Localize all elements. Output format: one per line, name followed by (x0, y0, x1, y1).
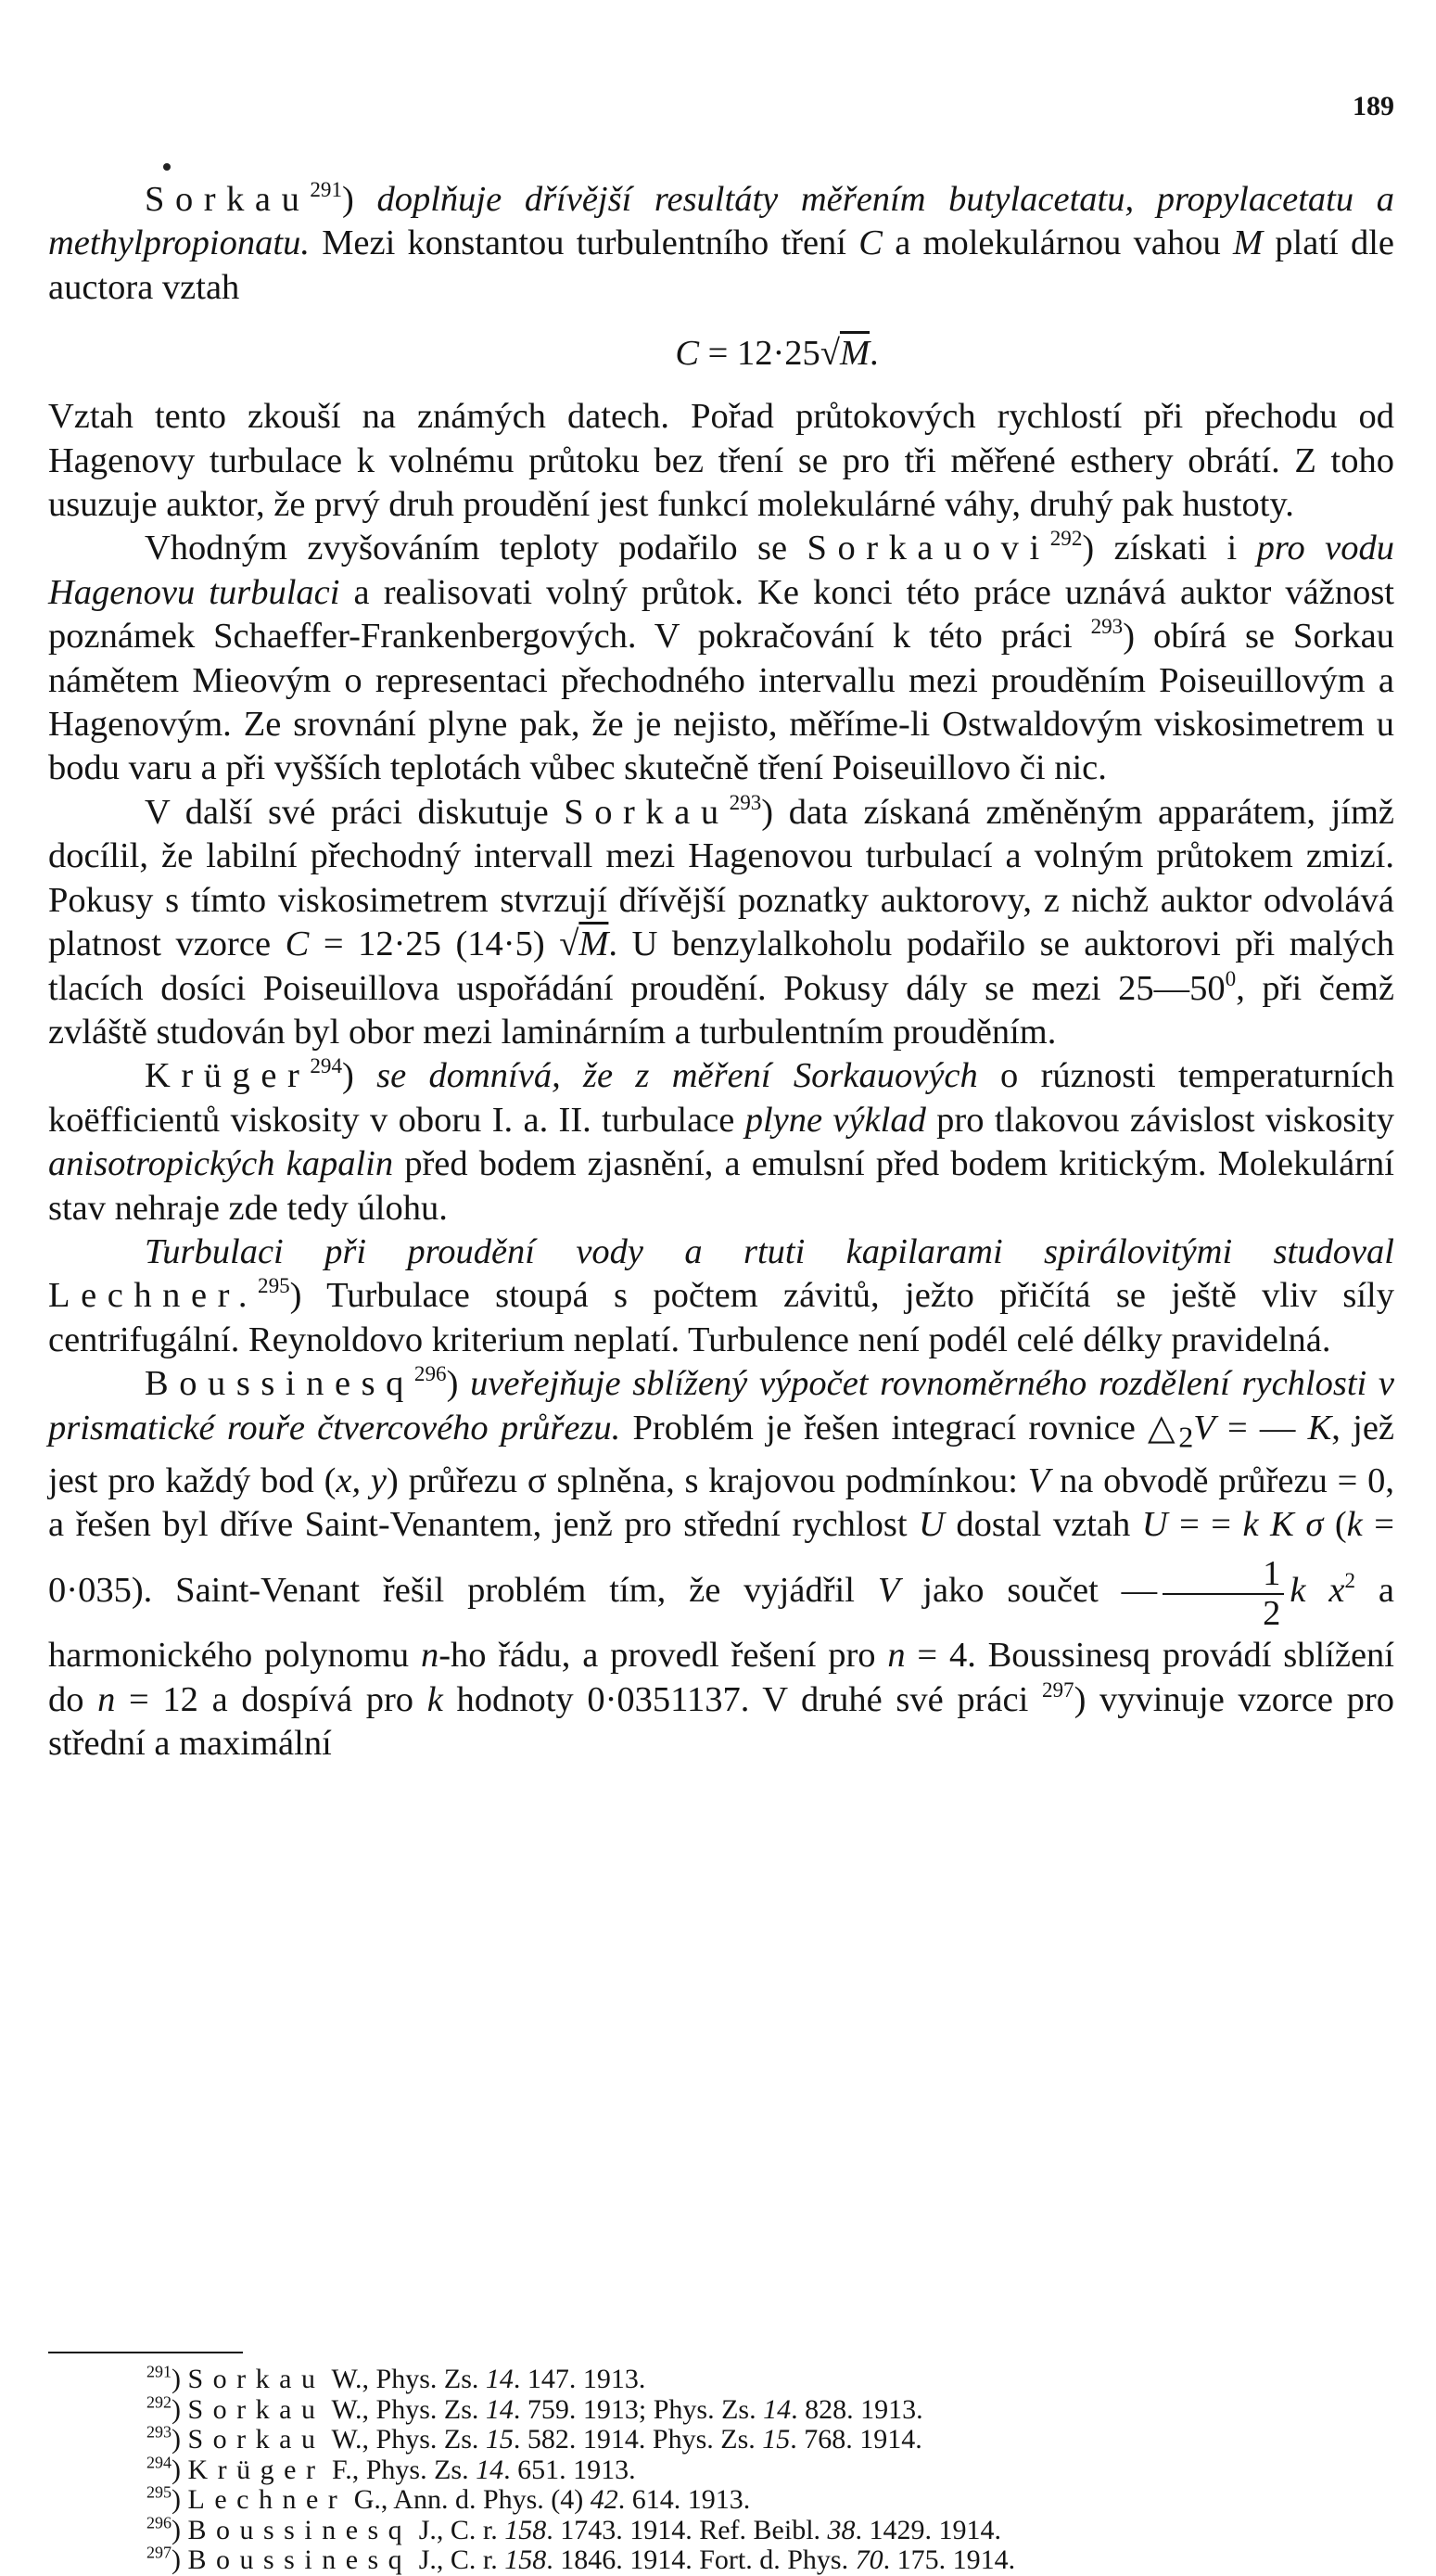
footnote-text: . 614. 1913. (617, 2484, 751, 2515)
math-symbol: U (919, 1505, 945, 1545)
footnote-number: 296 (146, 2512, 172, 2531)
author-name: Krüger (145, 1056, 311, 1096)
text-run: ) získati i (1082, 529, 1257, 568)
text-run: ) (342, 180, 377, 219)
text-run: splněna, s krajovou podmínkou: (546, 1460, 1028, 1500)
author-name: Boussinesq (145, 1364, 414, 1404)
paragraph-sorkau-2 (48, 527, 1394, 790)
footnote-text: F., Phys. Zs. (324, 2454, 477, 2485)
math-symbol: n (887, 1636, 906, 1676)
text-run: o rúznosti temperaturních koëfficientů viskosity v oboru I. a. II. turbulace (48, 1056, 1394, 1140)
footnotes (146, 2362, 1394, 2576)
math-symbol: C (285, 925, 310, 964)
text-run: ) průřezu (386, 1460, 527, 1500)
text-run: Mezi konstantou turbulentního tření (309, 223, 859, 263)
footnote-text: . 828. 1913. (791, 2393, 923, 2425)
sqrt-symbol: √ (559, 925, 579, 964)
math-symbol: k (1346, 1505, 1363, 1545)
italic-text: pro vodu Hagenovu turbulaci (48, 529, 1394, 612)
footnote-rule (48, 2352, 243, 2353)
text-run: na obvodě průřezu = 0, a řešen byl dříve Saint-Venantem, jenž pro střední rychlost (48, 1460, 1394, 1545)
exponent: 2 (1344, 1568, 1356, 1593)
math-symbol: M (578, 925, 609, 964)
italic-text: se domnívá, že z měření Sorkauových (376, 1056, 978, 1096)
text-run: Vhodným zvyšováním teploty podařilo se (145, 529, 807, 568)
footnote-text: . 759. 1913; Phys. Zs. (513, 2393, 764, 2425)
footnote-ref: 297 (1041, 1677, 1074, 1702)
footnote-volume: 158 (504, 2544, 547, 2575)
footnote-text: J., C. r. (412, 2544, 505, 2575)
text-run: ) obírá se Sorkau námětem Mieovým o representaci přechodného intervallu mezi prouděním Poiseuillovým a Hagenovým. Ze srovnání plyne pak, že je nejisto, měříme-li Ostwaldovým viskosimetrem u bodu varu a při vyšších teplotách vůbec skutečně tření Poiseuillovo či nic. (48, 617, 1394, 788)
text-run: a harmonického polynomu (48, 1571, 1394, 1676)
math-symbol: M (839, 334, 870, 374)
text-run: = = (1167, 1505, 1243, 1545)
footnote-ref: 294 (310, 1053, 342, 1078)
fraction-denominator: 2 (1263, 1593, 1281, 1633)
footnote-text: J., C. r. (412, 2514, 505, 2545)
footnote-volume: 15 (485, 2424, 514, 2455)
sqrt-symbol: √ (820, 334, 840, 374)
subscript: 2 (1178, 1420, 1194, 1454)
text-run: dostal vztah (944, 1505, 1142, 1545)
footnote-291: $^{291}$) Sorkau W., Phys. Zs. 14. 147. 1913. (146, 2362, 646, 2394)
math-symbol: V (1027, 1460, 1050, 1500)
text-run: -ho řádu, a provedl řešení pro (438, 1636, 888, 1676)
footnote-volume: 14 (485, 2393, 514, 2425)
math-symbol: k (426, 1679, 443, 1719)
text-run: ) vyvinuje vzorce pro střední a maximální (48, 1679, 1394, 1764)
math-symbol: σ (527, 1460, 547, 1500)
text-run: ) (446, 1364, 471, 1404)
text-run: ( (1323, 1505, 1347, 1545)
text-run: , při čemž zvláště studován byl obor mezi laminárním a turbulentním prouděním. (48, 968, 1394, 1052)
math-symbol: k x (1290, 1571, 1345, 1611)
math-symbol: V (1193, 1408, 1215, 1447)
italic-text: uveřejňuje sblížený výpočet rovnoměrného rozdělení rychlosti v prismatické rouře čtvercového průřezu. (48, 1364, 1395, 1447)
footnote-294: $^{294}$) Krüger F., Phys. Zs. 14. 651. 1913. (146, 2452, 636, 2485)
footnote-text: G., Ann. d. Phys. (4) (347, 2484, 591, 2515)
text-run: ) Turbulace stoupá s počtem závitů, ježto přičítá se ještě vliv síly centrifugální. Reynoldovo kriterium neplatí. Turbulence není podél celé délky pravidelná. (48, 1276, 1394, 1359)
italic-text: doplňuje dřívější resultáty měřením butylacetatu, propylacetatu a methylpropionatu. (48, 180, 1395, 263)
math-symbol: k K σ (1242, 1505, 1324, 1545)
footnote-text: W., Phys. Zs. (324, 2364, 486, 2394)
text-run: = — (1214, 1408, 1308, 1447)
author-name: Sorkau (145, 180, 311, 219)
footnote-text: W., Phys. Zs. (324, 2424, 486, 2455)
text-run: a molekulárnou vahou (882, 223, 1233, 263)
footnote-author: Boussinesq (187, 2544, 413, 2575)
footnote-number: 297 (146, 2543, 172, 2562)
footnote-295: $^{295}$) Lechner G., Ann. d. Phys. (4) 42. 614. 1913. (146, 2482, 751, 2515)
footnote-volume: 15 (762, 2424, 791, 2455)
formula-text: = 12·25 (699, 334, 820, 374)
footnote-volume: 158 (504, 2514, 547, 2545)
footnote-ref: 295 (258, 1273, 290, 1298)
text-run: jako součet — (899, 1571, 1158, 1611)
math-symbol: n (420, 1636, 439, 1676)
footnote-author: Sorkau (187, 2393, 325, 2425)
footnote-text: . 1429. 1914. (855, 2514, 1002, 2545)
italic-text: Turbulaci při proudění vody a rtuti kapilarami spirálovitými studoval (145, 1231, 1394, 1271)
paragraph-sorkau-3 (48, 791, 1394, 1054)
text-run: V další své práci diskutuje (145, 792, 565, 832)
math-symbol: x, y (336, 1460, 387, 1500)
footnote-ref: 291 (310, 177, 343, 201)
footnote-number: 291 (146, 2362, 172, 2381)
footnote-volume: 42 (590, 2484, 618, 2515)
formula-c-equals (48, 330, 1394, 376)
footnote-volume: 14 (476, 2454, 504, 2485)
footnote-text: W., Phys. Zs. (324, 2393, 486, 2425)
text-run: a realisovati volný průtok. Ke konci této práce uznává auktor vážnost poznámek Schaeffer-Frankenbergových. V pokračování k této práci (48, 572, 1395, 657)
paragraph-boussinesq (48, 1362, 1394, 1766)
text-run: pro tlakovou závislost viskosity (925, 1100, 1394, 1140)
text-run: , jež jest pro každý bod ( (48, 1408, 1394, 1500)
footnote-text: . 175. 1914. (883, 2544, 1016, 2575)
text-run: před bodem zjasnění, a emulsní před bodem kritickým. Molekulární stav nehraje zde tedy úlohu. (48, 1144, 1394, 1228)
footnote-text: . 582. 1914. Phys. Zs. (513, 2424, 763, 2455)
footnote-number: 295 (146, 2482, 172, 2502)
footnote-297: $^{297}$) Boussinesq J., C. r. 158. 1846. 1914. Fort. d. Phys. 70. 175. 1914. (146, 2543, 1016, 2575)
print-speck (163, 163, 171, 171)
footnote-number: 294 (146, 2452, 172, 2471)
italic-text: anisotropických kapalin (48, 1144, 394, 1184)
footnote-ref: 293 (729, 789, 762, 814)
math-symbol: M (1232, 223, 1264, 263)
math-symbol: C (675, 334, 700, 374)
author-name: Sorkauovi (807, 529, 1050, 568)
text-run: = 12 a dospívá pro (115, 1679, 427, 1719)
text-run: Problém je řešen integrací rovnice (620, 1408, 1149, 1447)
fraction-numerator: 1 (1163, 1555, 1284, 1594)
footnote-292: $^{292}$) Sorkau W., Phys. Zs. 14. 759. 1913; Phys. Zs. 14. 828. 1913. (146, 2391, 923, 2425)
body-text (48, 178, 1394, 1766)
book-page (48, 80, 1395, 2575)
text-run: = 4. Boussinesq provádí sblížení do (48, 1636, 1395, 1719)
footnote-author: Sorkau (187, 2424, 325, 2455)
formula-text: . (870, 334, 879, 374)
footnote-293: $^{293}$) Sorkau W., Phys. Zs. 15. 582. 1914. Phys. Zs. 15. 768. 1914. (146, 2422, 922, 2455)
footnote-number: 292 (146, 2391, 172, 2411)
text-run: ) data získaná změněným apparátem, jímž docílil, že labilní přechodný intervall mezi Hagenovou turbulací a volným průtokem zmizí. Pokusy s tímto viskosimetrem stvrzují dřívější poznatky auktorovy, z nichž auktor odvolává platnost vzorce (48, 792, 1394, 964)
footnote-ref: 292 (1049, 526, 1083, 551)
math-symbol: V (877, 1571, 900, 1611)
footnote-text: . 1743. 1914. Ref. Beibl. (546, 2514, 828, 2545)
paragraph-lechner (48, 1231, 1394, 1362)
text-run: = 0·035). Saint-Venant řešil problém tím, že vyjádřil (48, 1505, 1394, 1611)
text-run: = 12·25 (14·5) (309, 925, 560, 964)
page-number: 189 (1353, 91, 1394, 121)
footnote-ref: 293 (1090, 614, 1124, 639)
fraction-one-half (1163, 1555, 1284, 1632)
text-run: platí dle auctora vztah (48, 223, 1395, 307)
footnote-volume: 14 (763, 2393, 792, 2425)
text-run: hodnoty 0·0351137. V druhé své práci (442, 1679, 1042, 1719)
author-name: Sorkau (564, 792, 730, 832)
degree-mark: 0 (1225, 965, 1237, 990)
author-name: Lechner. (48, 1276, 259, 1316)
footnote-author: Sorkau (187, 2364, 325, 2394)
math-symbol: U (1141, 1505, 1168, 1545)
italic-text: plyne výklad (744, 1100, 926, 1140)
footnote-author: Boussinesq (187, 2514, 413, 2545)
footnote-text: . 768. 1914. (790, 2424, 922, 2455)
footnote-volume: 38 (827, 2514, 856, 2545)
paragraph-vztah: Vztah tento zkouší na známých datech. Pořad průtokových rychlostí při přechodu od Hagenovy turbulace k volnému průtoku bez tření se pro tři měřené esthery obrátí. Z toho usuzuje auktor, že prvý druh proudění jest funkcí molekulárné váhy, druhý pak hustoty. (48, 397, 1394, 525)
paragraph-kruger (48, 1054, 1394, 1231)
text-run: . U benzylalkoholu podařilo se auktorovi při malých tlacích dosíci Poiseuillova uspořádání proudění. Pokusy dály se mezi 25—50 (48, 925, 1395, 1008)
footnote-author: Krüger (187, 2454, 325, 2485)
footnote-text: . 147. 1913. (513, 2364, 646, 2394)
footnote-author: Lechner (187, 2484, 348, 2515)
fraction-line (899, 1554, 1290, 1633)
text-run: ) (341, 1056, 377, 1096)
math-symbol: C (858, 223, 883, 263)
math-symbol: K (1307, 1408, 1332, 1447)
math-symbol: n (97, 1679, 116, 1719)
laplace-symbol: △ (1148, 1408, 1179, 1447)
footnote-ref: 296 (413, 1361, 447, 1386)
footnote-volume: 14 (485, 2364, 514, 2394)
paragraph-sorkau-1 (48, 178, 1394, 310)
footnote-296: $^{296}$) Boussinesq J., C. r. 158. 1743. 1914. Ref. Beibl. 38. 1429. 1914. (146, 2512, 1002, 2545)
footnote-text: . 651. 1913. (503, 2454, 636, 2485)
footnote-text: . 1846. 1914. Fort. d. Phys. (546, 2544, 856, 2575)
footnote-number: 293 (146, 2422, 172, 2442)
footnote-volume: 70 (855, 2544, 883, 2575)
